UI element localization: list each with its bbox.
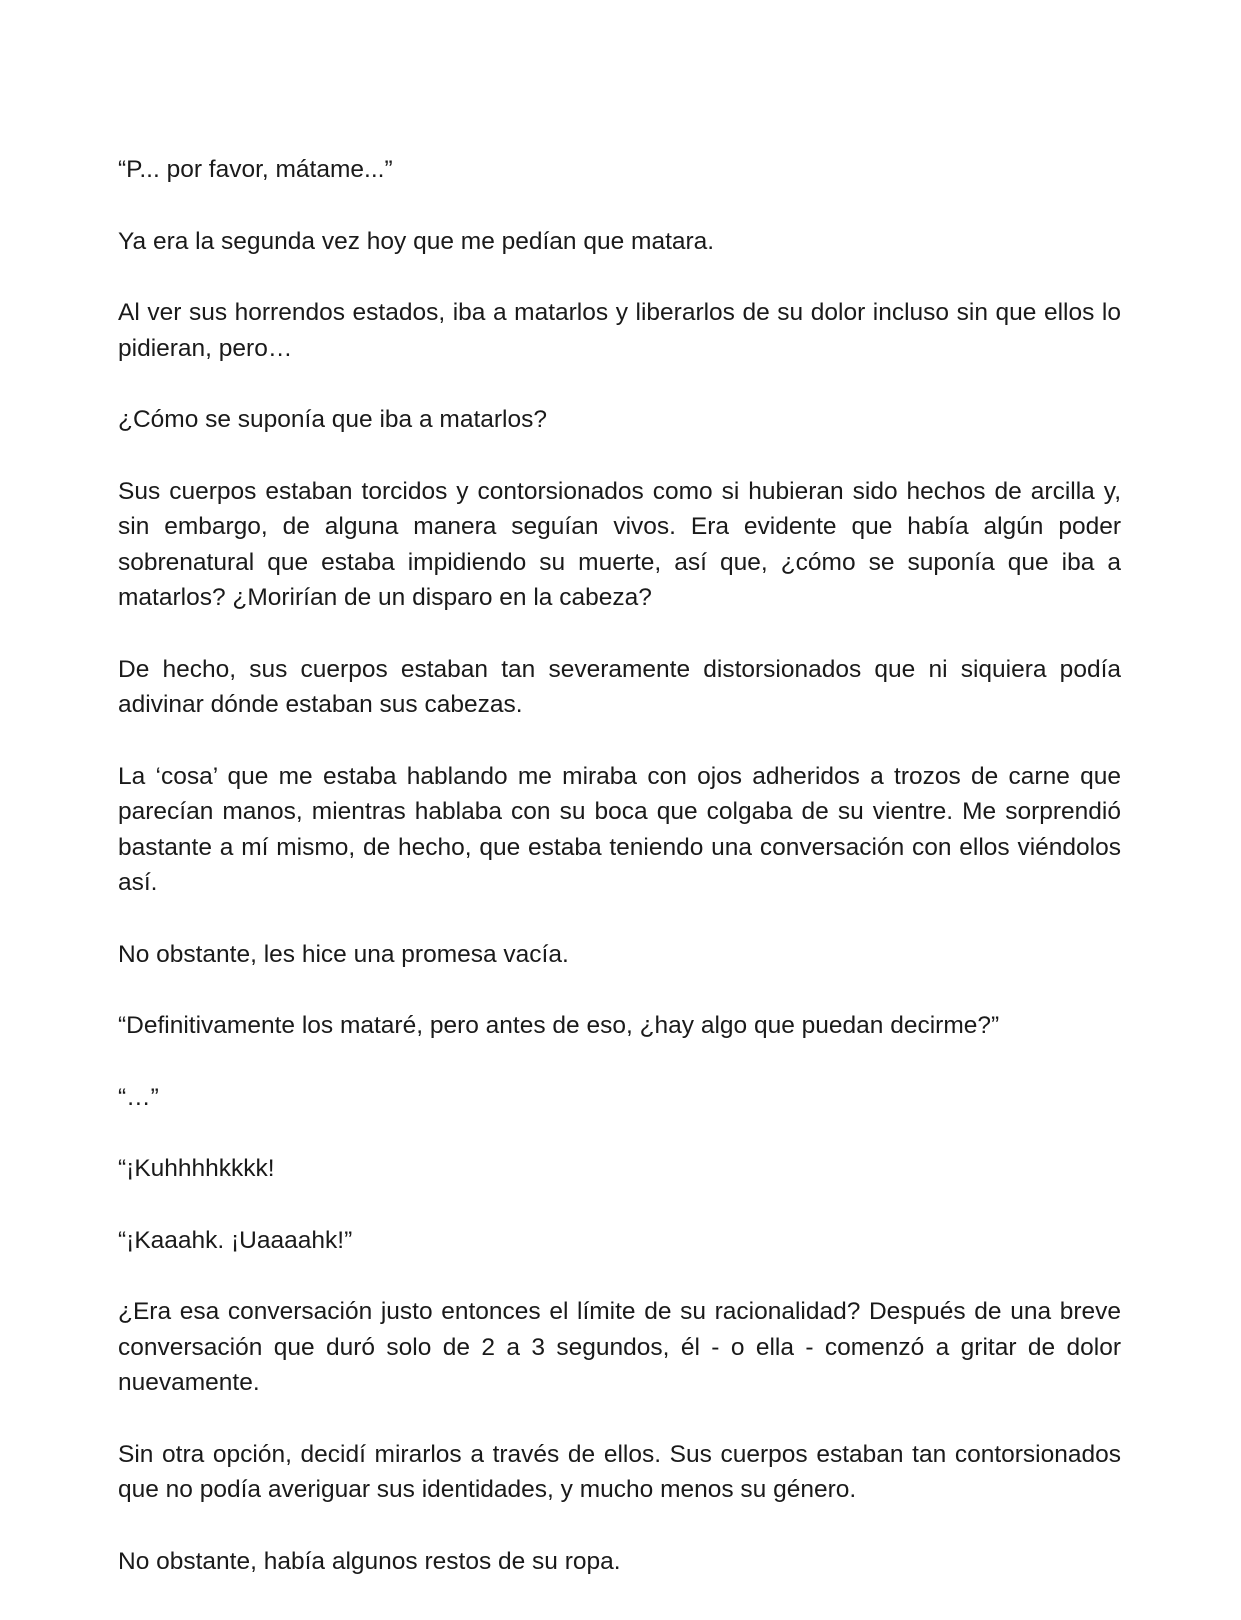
paragraph: No obstante, había algunos restos de su ropa. <box>118 1547 621 1575</box>
paragraph: ¿Cómo se suponía que iba a matarlos? <box>118 406 547 433</box>
paragraph: “¡Kaaahk. ¡Uaaaahk!” <box>118 1226 353 1254</box>
paragraph: “P... por favor, mátame...” <box>118 156 393 183</box>
paragraph: “…” <box>118 1083 159 1111</box>
paragraph: No obstante, les hice una promesa vacía. <box>118 940 569 968</box>
paragraph: De hecho, sus cuerpos estaban tan severamente distorsionados que ni siquiera podía adivinar dónde estaban sus cabezas. <box>118 655 1121 718</box>
paragraph: “¡Kuhhhhkkkk! <box>118 1155 275 1182</box>
paragraph: ¿Era esa conversación justo entonces el límite de su racionalidad? Después de una breve conversación que duró solo de 2 a 3 segundos, él - o ella - comenzó a gritar de dolor nuevamente. <box>118 1298 1121 1396</box>
paragraph: Ya era la segunda vez hoy que me pedían que matara. <box>118 227 715 255</box>
paragraph: Al ver sus horrendos estados, iba a matarlos y liberarlos de su dolor incluso sin que ellos lo pidieran, pero… <box>118 299 1121 362</box>
paragraph: Sin otra opción, decidí mirarlos a través de ellos. Sus cuerpos estaban tan contorsionados que no podía averiguar sus identidades, y mucho menos su género. <box>118 1440 1121 1503</box>
paragraph: “Definitivamente los mataré, pero antes de eso, ¿hay algo que puedan decirme?” <box>118 1012 1000 1039</box>
paragraph: La ‘cosa’ que me estaba hablando me miraba con ojos adheridos a trozos de carne que parecían manos, mientras hablaba con su boca que colgaba de su vientre. Me sorprendió bastante a mí mismo, de hecho, que estaba teniendo una conversación con ellos viéndolos así. <box>118 762 1121 896</box>
paragraph: Sus cuerpos estaban torcidos y contorsionados como si hubieran sido hechos de arcilla y, sin embargo, de alguna manera seguían vivos. Era evidente que había algún poder sobrenatural que estaba impidiendo su muerte, así que, ¿cómo se suponía que iba a matarlos? ¿Morirían de un disparo en la cabeza? <box>118 477 1121 611</box>
body-text <box>118 152 1121 1615</box>
